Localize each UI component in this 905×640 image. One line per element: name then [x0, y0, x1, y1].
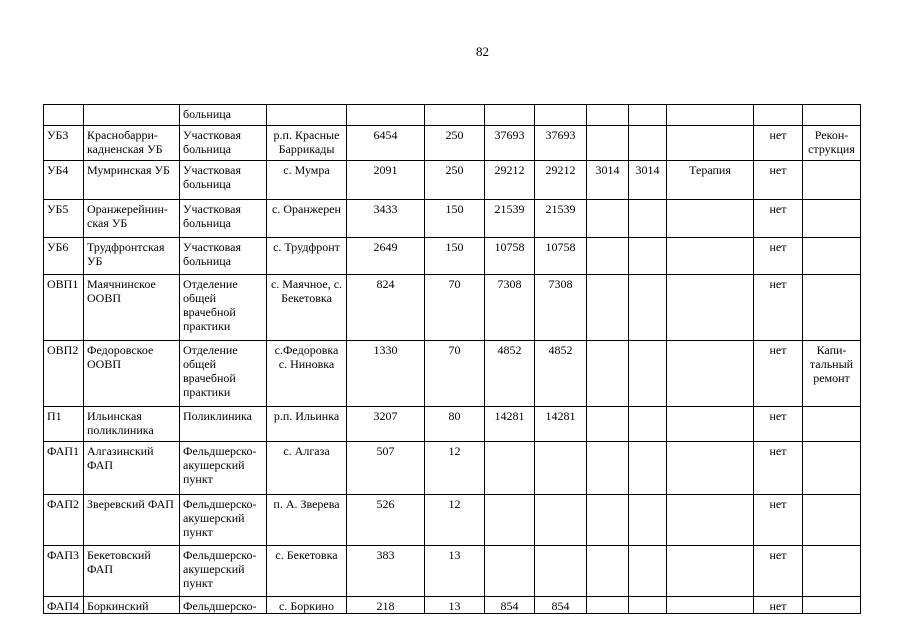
cell-value-b: 21539 [535, 200, 587, 238]
cell-type: Фельдшерско- [180, 597, 267, 614]
cell-value-b: 7308 [535, 275, 587, 341]
table-row [44, 161, 861, 200]
cell-location: с. Алгаза [267, 442, 347, 495]
cell-value-c [587, 200, 629, 238]
table-row [44, 126, 861, 161]
cell-type: Отделение общей врачебной практики [180, 341, 267, 407]
cell-note [803, 407, 861, 442]
cell-value-b [535, 546, 587, 597]
cell-profile [667, 341, 754, 407]
cell-code: УБ4 [44, 161, 84, 200]
page-number: 82 [476, 44, 489, 59]
cell-note [803, 161, 861, 200]
cell-flag: нет [754, 442, 803, 495]
cell-name: Краснобарри-кадненская УБ [84, 126, 180, 161]
cell-population: 1330 [347, 341, 425, 407]
cell-profile [667, 275, 754, 341]
cell-flag: нет [754, 126, 803, 161]
cell-note [803, 275, 861, 341]
cell-type: Поликлиника [180, 407, 267, 442]
cell-value-b: 37693 [535, 126, 587, 161]
cell-code: ФАП1 [44, 442, 84, 495]
cell-value-a: 10758 [485, 238, 535, 275]
cell-profile [667, 238, 754, 275]
cell-value-b: 4852 [535, 341, 587, 407]
cell-capacity: 13 [425, 597, 485, 614]
cell-value-c [587, 597, 629, 614]
cell-type: Участковая больница [180, 161, 267, 200]
cell-location: с. Маячное, с. Бекетовка [267, 275, 347, 341]
cell-note [803, 597, 861, 614]
cell-value-c [587, 407, 629, 442]
cell-value-b [535, 495, 587, 546]
cell-value-c [587, 126, 629, 161]
table-row [44, 238, 861, 275]
cell-name: Ильинская поликлиника [84, 407, 180, 442]
cell-name [84, 105, 180, 126]
cell-value-d [629, 200, 667, 238]
cell-value-d [629, 238, 667, 275]
cell-location: с. Мумра [267, 161, 347, 200]
cell-name: Бекетовский ФАП [84, 546, 180, 597]
table-row [44, 341, 861, 407]
cell-profile [667, 442, 754, 495]
cell-code: ФАП2 [44, 495, 84, 546]
cell-code: ОВП2 [44, 341, 84, 407]
cell-capacity: 250 [425, 161, 485, 200]
cell-profile [667, 126, 754, 161]
cell-code: УБ3 [44, 126, 84, 161]
cell-note [803, 546, 861, 597]
cell-value-b: 10758 [535, 238, 587, 275]
cell-population: 507 [347, 442, 425, 495]
cell-profile [667, 200, 754, 238]
cell-profile [667, 495, 754, 546]
cell-value-d [629, 442, 667, 495]
cell-type: Отделение общей врачебной практики [180, 275, 267, 341]
cell-population: 2649 [347, 238, 425, 275]
cell-population: 824 [347, 275, 425, 341]
table-row [44, 105, 861, 126]
cell-name: Зверевский ФАП [84, 495, 180, 546]
cell-capacity: 250 [425, 126, 485, 161]
cell-location [267, 105, 347, 126]
cell-capacity: 150 [425, 200, 485, 238]
cell-flag: нет [754, 597, 803, 614]
cell-value-b: 29212 [535, 161, 587, 200]
cell-location: с. Боркино [267, 597, 347, 614]
cell-value-d [629, 597, 667, 614]
cell-value-d [629, 341, 667, 407]
cell-value-a: 854 [485, 597, 535, 614]
cell-value-c [587, 105, 629, 126]
cell-profile: Терапия [667, 161, 754, 200]
cell-flag: нет [754, 238, 803, 275]
cell-value-a [485, 495, 535, 546]
cell-location: с. Оранжерен [267, 200, 347, 238]
cell-note [803, 200, 861, 238]
cell-capacity: 150 [425, 238, 485, 275]
table-row [44, 597, 861, 614]
cell-value-c [587, 341, 629, 407]
cell-profile [667, 407, 754, 442]
cell-population: 526 [347, 495, 425, 546]
cell-note: Капи-тальный ремонт [803, 341, 861, 407]
cell-value-c [587, 275, 629, 341]
cell-value-b [535, 105, 587, 126]
cell-value-d [629, 126, 667, 161]
cell-type: Фельдшерско-акушерский пункт [180, 442, 267, 495]
cell-flag: нет [754, 275, 803, 341]
table-body [44, 105, 861, 614]
cell-location: с. Бекетовка [267, 546, 347, 597]
cell-name: Боркинский [84, 597, 180, 614]
cell-name: Трудфронтская УБ [84, 238, 180, 275]
cell-type: Участковая больница [180, 126, 267, 161]
cell-population: 3433 [347, 200, 425, 238]
cell-capacity: 13 [425, 546, 485, 597]
cell-type: Фельдшерско-акушерский пункт [180, 495, 267, 546]
cell-name: Федоровское ООВП [84, 341, 180, 407]
cell-population: 6454 [347, 126, 425, 161]
cell-value-a: 21539 [485, 200, 535, 238]
cell-code: П1 [44, 407, 84, 442]
cell-value-a: 14281 [485, 407, 535, 442]
cell-capacity: 80 [425, 407, 485, 442]
cell-name: Мумринская УБ [84, 161, 180, 200]
cell-code: УБ5 [44, 200, 84, 238]
cell-capacity [425, 105, 485, 126]
cell-value-d [629, 105, 667, 126]
cell-code: ФАП3 [44, 546, 84, 597]
cell-note [803, 105, 861, 126]
cell-type: больница [180, 105, 267, 126]
cell-code: ФАП4 [44, 597, 84, 614]
table-row [44, 495, 861, 546]
cell-flag: нет [754, 546, 803, 597]
cell-location: с. Трудфронт [267, 238, 347, 275]
cell-value-a: 7308 [485, 275, 535, 341]
cell-flag: нет [754, 161, 803, 200]
cell-type: Участковая больница [180, 200, 267, 238]
cell-population: 383 [347, 546, 425, 597]
cell-population [347, 105, 425, 126]
cell-code: УБ6 [44, 238, 84, 275]
cell-code: ОВП1 [44, 275, 84, 341]
cell-value-c [587, 442, 629, 495]
cell-capacity: 70 [425, 275, 485, 341]
cell-name: Оранжерейнин-ская УБ [84, 200, 180, 238]
cell-note [803, 442, 861, 495]
cell-name: Маячнинское ООВП [84, 275, 180, 341]
cell-location: с.Федоровка с. Ниновка [267, 341, 347, 407]
cell-value-b: 854 [535, 597, 587, 614]
cell-capacity: 12 [425, 495, 485, 546]
cell-value-b: 14281 [535, 407, 587, 442]
cell-value-a [485, 546, 535, 597]
cell-code [44, 105, 84, 126]
cell-flag [754, 105, 803, 126]
cell-value-b [535, 442, 587, 495]
cell-value-c [587, 238, 629, 275]
cell-value-d [629, 407, 667, 442]
cell-value-c: 3014 [587, 161, 629, 200]
cell-value-a: 37693 [485, 126, 535, 161]
cell-capacity: 70 [425, 341, 485, 407]
cell-note [803, 495, 861, 546]
cell-value-d [629, 495, 667, 546]
cell-flag: нет [754, 200, 803, 238]
cell-note: Рекон-струкция [803, 126, 861, 161]
facilities-table [43, 104, 861, 614]
cell-profile [667, 105, 754, 126]
cell-value-a: 4852 [485, 341, 535, 407]
table-row [44, 275, 861, 341]
cell-profile [667, 546, 754, 597]
cell-type: Фельдшерско-акушерский пункт [180, 546, 267, 597]
cell-value-a: 29212 [485, 161, 535, 200]
cell-value-a [485, 442, 535, 495]
table-row [44, 407, 861, 442]
cell-flag: нет [754, 407, 803, 442]
cell-population: 2091 [347, 161, 425, 200]
cell-value-c [587, 546, 629, 597]
table-row [44, 442, 861, 495]
cell-note [803, 238, 861, 275]
table-row [44, 200, 861, 238]
cell-profile [667, 597, 754, 614]
cell-population: 3207 [347, 407, 425, 442]
cell-value-d [629, 275, 667, 341]
cell-location: р.п. Красные Баррикады [267, 126, 347, 161]
cell-value-d: 3014 [629, 161, 667, 200]
cell-type: Участковая больница [180, 238, 267, 275]
cell-population: 218 [347, 597, 425, 614]
cell-location: р.п. Ильинка [267, 407, 347, 442]
cell-name: Алгазинский ФАП [84, 442, 180, 495]
table-row [44, 546, 861, 597]
cell-flag: нет [754, 495, 803, 546]
cell-location: п. А. Зверева [267, 495, 347, 546]
cell-flag: нет [754, 341, 803, 407]
cell-capacity: 12 [425, 442, 485, 495]
cell-value-a [485, 105, 535, 126]
cell-value-c [587, 495, 629, 546]
cell-value-d [629, 546, 667, 597]
